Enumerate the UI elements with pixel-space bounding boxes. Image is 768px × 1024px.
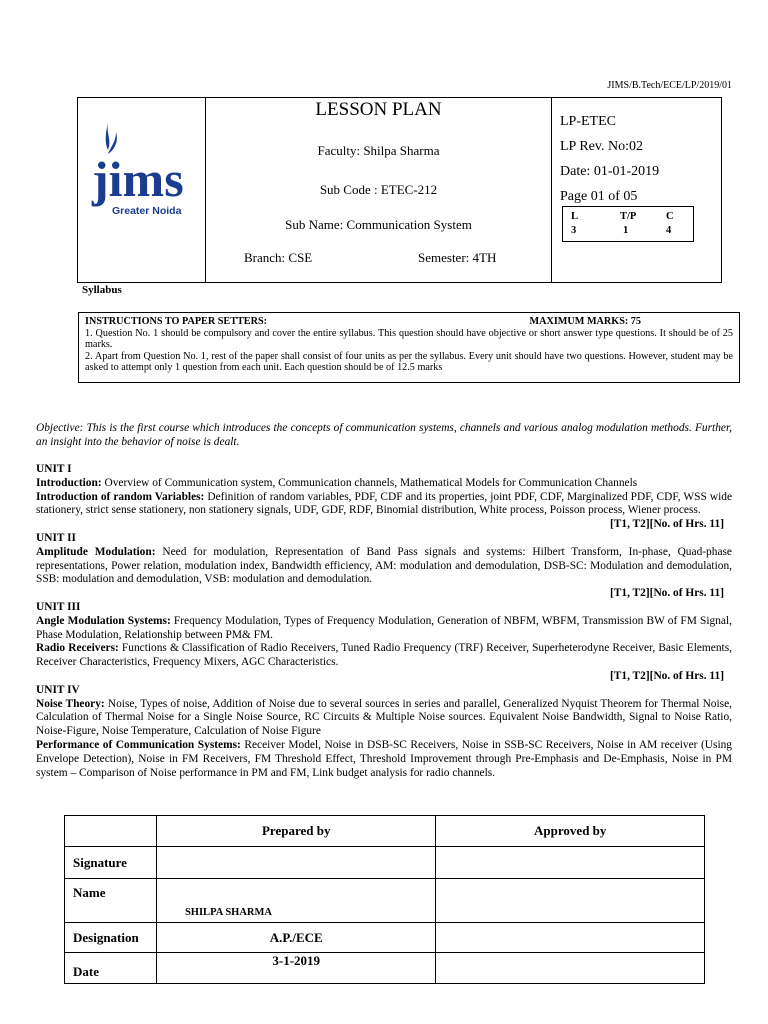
- topic-heading: Angle Modulation Systems:: [36, 614, 171, 627]
- l-label: L: [571, 211, 579, 222]
- prepared-signature: [156, 847, 436, 879]
- topic-text: Need for modulation, Representation of Band Pass signals and systems: Hilbert Transform, In-phase, Quad-phase representations, Power relation, modulation index, Bandwidth efficiency, AM: modulation and demodulation, DSB-SC: Modulation and demodulation, SSB: modulation and demodulation, VSB: modulation and demodulation.: [36, 545, 732, 586]
- unit-2: [36, 532, 732, 601]
- topic-text: Frequency Modulation, Types of Frequency Modulation, Generation of NBFM, WBFM, Transmission BW of FM Signal, Phase Modulation, Relationship between PM& FM.: [36, 614, 732, 641]
- topic-heading: Introduction:: [36, 476, 102, 489]
- topic-text: Noise, Types of noise, Addition of Noise due to several sources in series and parallel, Generalized Nyquist Theorem for Thermal Noise, Calculation of Thermal Noise for a Single Noise Source, RC Circuits & Multiple Noise sources. Equivalent Noise Bandwidth, Signal to Noise Ratio, Noise-Figure, Noise Temperature, Calculation of Noise Figure: [36, 697, 732, 738]
- instructions-heading: INSTRUCTIONS TO PAPER SETTERS:: [85, 316, 268, 327]
- approved-by-header: Approved by: [436, 816, 705, 847]
- tp-label: T/P: [620, 211, 637, 222]
- topic-text: Functions & Classification of Radio Receivers, Tuned Radio Frequency (TRF) Receiver, Superheterodyne Receiver, Basic Elements, Receiver Characteristics, Frequency Mixers, AGC Characteristics.: [36, 642, 732, 669]
- header-box: [77, 97, 722, 283]
- instruction-2: 2. Apart from Question No. 1, rest of the paper shall consist of four units as per the syllabus. Every unit should have two questions. However, student may be asked to attempt only 1 question from each unit. Each question should be of 12.5 marks: [85, 350, 733, 374]
- instruction-1: 1. Question No. 1 should be compulsory and cover the entire syllabus. This question should have objective or short answer type questions. It should be of 25 marks.: [85, 327, 733, 351]
- unit-reference: [T1, T2][No. of Hrs. 11]: [609, 518, 724, 531]
- signoff-table: [64, 815, 705, 984]
- prepared-designation: A.P./ECE: [156, 923, 436, 953]
- svg-text:Greater Noida: Greater Noida: [112, 205, 182, 217]
- topic-text: Receiver Model, Noise in DSB-SC Receivers, Noise in SSB-SC Receivers, Noise in AM receiver (Using Envelope Detection), Noise in FM Receivers, FM Threshold Effect, Threshold Improvement through Pre-Emphasis and De-Emphasis, Noise in PM system – Comparison of Noise performance in PM and FM, Link budget analysis for radio channels.: [36, 738, 732, 779]
- lp-revision: LP Rev. No:02: [560, 139, 643, 154]
- signoff-corner: [65, 816, 157, 847]
- branch: Branch: CSE: [244, 250, 313, 265]
- approved-signature: [436, 847, 705, 879]
- credit-box: [562, 206, 694, 242]
- prepared-by-header: Prepared by: [156, 816, 436, 847]
- tp-value: 1: [623, 225, 629, 236]
- syllabus-units: [36, 463, 732, 780]
- name-label: Name: [65, 879, 157, 923]
- unit-title: UNIT III: [36, 600, 81, 613]
- faculty-line: Faculty: Shilpa Sharma: [317, 143, 440, 158]
- topic-heading: Performance of Communication Systems:: [36, 738, 241, 751]
- unit-title: UNIT II: [36, 531, 76, 544]
- lp-date: Date: 01-01-2019: [560, 164, 660, 179]
- topic-text: Overview of Communication system, Communication channels, Mathematical Models for Communication Channels: [101, 476, 638, 489]
- designation-label: Designation: [65, 923, 157, 953]
- unit-title: UNIT I: [36, 463, 72, 475]
- topic: [36, 546, 732, 587]
- unit-4: [36, 684, 732, 781]
- topic: [36, 642, 732, 670]
- signature-label: Signature: [65, 847, 157, 879]
- header-divider-right: [551, 98, 552, 282]
- objective: Objective: This is the first course which introduces the concepts of communication systems, channels and various analog modulation methods. Further, an insight into the behavior of noise is dealt.: [36, 422, 732, 448]
- jims-logo: [86, 114, 198, 224]
- unit-reference: [T1, T2][No. of Hrs. 11]: [609, 669, 724, 682]
- approved-designation: [436, 923, 705, 953]
- topic: [36, 615, 732, 643]
- c-label: C: [666, 211, 674, 222]
- unit-reference: [T1, T2][No. of Hrs. 11]: [609, 587, 724, 600]
- topic: [36, 698, 732, 739]
- semester: Semester: 4TH: [418, 250, 497, 265]
- c-value: 4: [666, 225, 672, 236]
- topic-heading: Noise Theory:: [36, 697, 105, 710]
- lp-code: LP-ETEC: [560, 114, 616, 129]
- prepared-date: 3-1-2019: [156, 953, 436, 984]
- document-reference: JIMS/B.Tech/ECE/LP/2019/01: [607, 80, 732, 91]
- topic-heading: Amplitude Modulation:: [36, 545, 156, 558]
- unit-3: [36, 601, 732, 684]
- max-marks: MAXIMUM MARKS: 75: [529, 316, 641, 327]
- topic: [36, 477, 732, 491]
- topic-heading: Radio Receivers:: [36, 642, 119, 655]
- approved-date: [436, 953, 705, 984]
- lesson-plan-title: LESSON PLAN: [315, 99, 442, 120]
- unit-title: UNIT IV: [36, 683, 80, 696]
- syllabus-label: Syllabus: [82, 284, 122, 296]
- topic: [36, 491, 732, 519]
- prepared-name: SHILPA SHARMA: [156, 879, 436, 923]
- topic-text: Definition of random variables, PDF, CDF and its properties, joint PDF, CDF, Marginalized PDF, CDF, WSS wide stationery, strict sense stationery, non stationery signals, UDF, GDF, RDF, Binomial distribution, White process, Poisson process, Wiener process.: [36, 490, 733, 517]
- approved-name: [436, 879, 705, 923]
- l-value: 3: [571, 225, 577, 236]
- svg-text:jims: jims: [92, 151, 184, 207]
- date-label: Date: [65, 953, 157, 984]
- subject-name: Sub Name: Communication System: [285, 217, 472, 232]
- jims-logo-graphic: [86, 114, 198, 224]
- instructions-box: [78, 312, 740, 383]
- page-count: Page 01 of 05: [560, 189, 638, 204]
- unit-1: [36, 463, 732, 532]
- topic-heading: Introduction of random Variables:: [36, 490, 205, 503]
- topic: [36, 739, 732, 780]
- subject-code: Sub Code : ETEC-212: [319, 182, 438, 197]
